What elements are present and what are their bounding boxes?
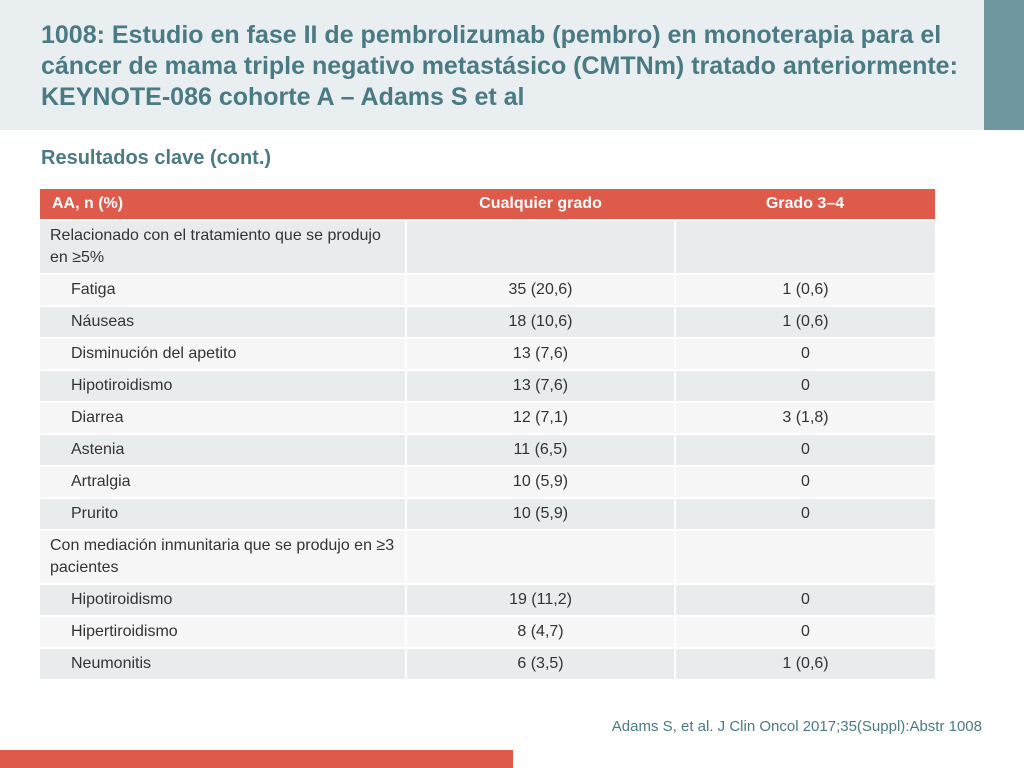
event-name: Astenia: [40, 434, 406, 466]
any-grade-value: 6 (3,5): [406, 648, 675, 679]
section-label: Con mediación inmunitaria que se produjo en ≥3 pacientes: [40, 530, 406, 584]
table-row: [40, 402, 935, 434]
table-row: [40, 648, 935, 679]
any-grade-value: 35 (20,6): [406, 274, 675, 306]
grade-3-4-value: 0: [675, 338, 935, 370]
grade-3-4-value: 1 (0,6): [675, 306, 935, 338]
table-header-row: [40, 189, 935, 220]
adverse-events-table: [40, 189, 935, 679]
table-cell: [406, 530, 675, 584]
table-row: [40, 584, 935, 616]
grade-3-4-value: 1 (0,6): [675, 274, 935, 306]
table-row: [40, 434, 935, 466]
table-cell: [675, 220, 935, 274]
any-grade-value: 19 (11,2): [406, 584, 675, 616]
event-name: Prurito: [40, 498, 406, 530]
slide-subtitle: Resultados clave (cont.): [41, 147, 272, 169]
grade-3-4-value: 0: [675, 498, 935, 530]
header-grade-3-4: Grado 3–4: [765, 195, 845, 212]
section-label: Relacionado con el tratamiento que se produjo en ≥5%: [40, 220, 406, 274]
event-name: Náuseas: [40, 306, 406, 338]
table-row: [40, 274, 935, 306]
footer-accent-bar: [0, 750, 513, 768]
any-grade-value: 12 (7,1): [406, 402, 675, 434]
grade-3-4-value: 1 (0,6): [675, 648, 935, 679]
any-grade-value: 18 (10,6): [406, 306, 675, 338]
table-row: [40, 338, 935, 370]
event-name: Hipertiroidismo: [40, 616, 406, 648]
citation: Adams S, et al. J Clin Oncol 2017;35(Suppl):Abstr 1008: [611, 718, 982, 735]
event-name: Fatiga: [40, 274, 406, 306]
grade-3-4-value: 0: [675, 370, 935, 402]
event-name: Diarrea: [40, 402, 406, 434]
grade-3-4-value: 0: [675, 616, 935, 648]
table-row: [40, 306, 935, 338]
table-cell: [406, 220, 675, 274]
event-name: Hipotiroidismo: [40, 370, 406, 402]
table-row: [40, 498, 935, 530]
title-banner-accent: [984, 0, 1024, 130]
section-row-treatment-related: [40, 220, 935, 274]
any-grade-value: 13 (7,6): [406, 338, 675, 370]
event-name: Disminución del apetito: [40, 338, 406, 370]
grade-3-4-value: 0: [675, 584, 935, 616]
table-row: [40, 370, 935, 402]
grade-3-4-value: 3 (1,8): [675, 402, 935, 434]
section-row-immune-mediated: [40, 530, 935, 584]
any-grade-value: 11 (6,5): [406, 434, 675, 466]
table-cell: [675, 530, 935, 584]
event-name: Neumonitis: [40, 648, 406, 679]
grade-3-4-value: 0: [675, 466, 935, 498]
table-row: [40, 466, 935, 498]
any-grade-value: 10 (5,9): [406, 466, 675, 498]
header-any-grade: Cualquier grado: [479, 195, 602, 212]
event-name: Artralgia: [40, 466, 406, 498]
any-grade-value: 13 (7,6): [406, 370, 675, 402]
table-row: [40, 616, 935, 648]
event-name: Hipotiroidismo: [40, 584, 406, 616]
slide-title: 1008: Estudio en fase II de pembrolizumab (pembro) en monoterapia para el cáncer de mama triple negativo metastásico (CMTNm) tratado anteriormente: KEYNOTE-086 cohorte A – Adams S et al: [41, 21, 958, 111]
header-adverse-event: AA, n (%): [52, 195, 124, 212]
grade-3-4-value: 0: [675, 434, 935, 466]
any-grade-value: 10 (5,9): [406, 498, 675, 530]
any-grade-value: 8 (4,7): [406, 616, 675, 648]
